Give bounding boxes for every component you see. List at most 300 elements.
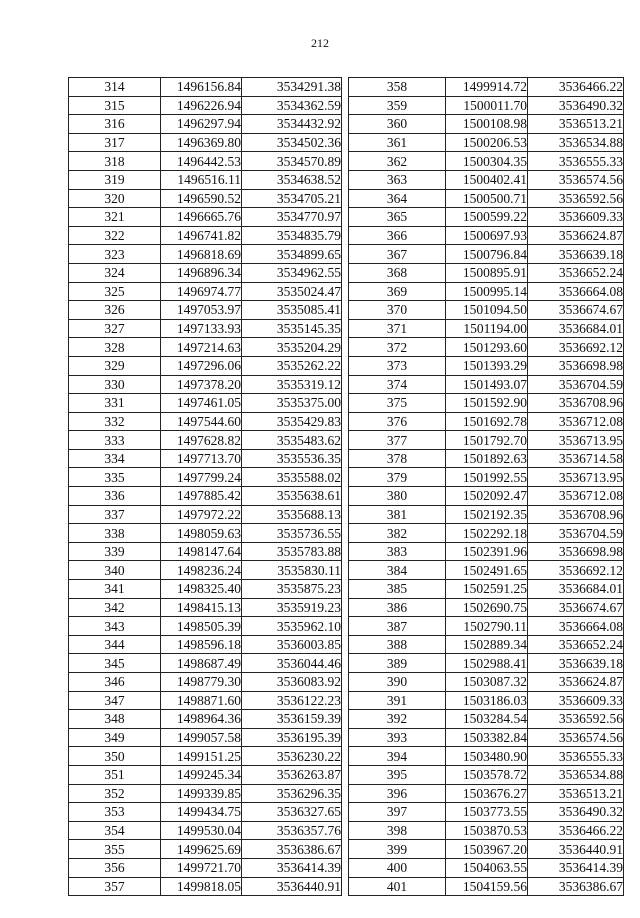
point-number-cell: 397: [349, 803, 446, 822]
table-row: [69, 412, 342, 431]
y-coordinate-cell: 3535962.10: [242, 617, 342, 636]
x-coordinate-cell: 1498964.36: [161, 710, 242, 729]
x-coordinate-cell: 1501493.07: [446, 375, 528, 394]
table-row: [349, 226, 624, 245]
table-row: [69, 338, 342, 357]
point-number-cell: 315: [69, 96, 161, 115]
y-coordinate-cell: 3536639.18: [528, 654, 624, 673]
point-number-cell: 353: [69, 803, 161, 822]
y-coordinate-cell: 3536083.92: [242, 673, 342, 692]
x-coordinate-cell: 1502591.25: [446, 580, 528, 599]
point-number-cell: 366: [349, 226, 446, 245]
x-coordinate-cell: 1502988.41: [446, 654, 528, 673]
y-coordinate-cell: 3536674.67: [528, 598, 624, 617]
y-coordinate-cell: 3534291.38: [242, 78, 342, 97]
point-number-cell: 336: [69, 487, 161, 506]
y-coordinate-cell: 3536490.32: [528, 803, 624, 822]
point-number-cell: 401: [349, 877, 446, 896]
table-row: [349, 115, 624, 134]
table-row: [349, 542, 624, 561]
y-coordinate-cell: 3536684.01: [528, 319, 624, 338]
point-number-cell: 338: [69, 524, 161, 543]
point-number-cell: 319: [69, 170, 161, 189]
point-number-cell: 324: [69, 263, 161, 282]
table-row: [69, 301, 342, 320]
y-coordinate-cell: 3536592.56: [528, 189, 624, 208]
x-coordinate-cell: 1497296.06: [161, 356, 242, 375]
x-coordinate-cell: 1500697.93: [446, 226, 528, 245]
x-coordinate-cell: 1497544.60: [161, 412, 242, 431]
point-number-cell: 361: [349, 133, 446, 152]
table-row: [69, 710, 342, 729]
x-coordinate-cell: 1496974.77: [161, 282, 242, 301]
y-coordinate-cell: 3535919.23: [242, 598, 342, 617]
table-row: [349, 487, 624, 506]
table-row: [349, 263, 624, 282]
y-coordinate-cell: 3536003.85: [242, 635, 342, 654]
x-coordinate-cell: 1504159.56: [446, 877, 528, 896]
x-coordinate-cell: 1498779.30: [161, 673, 242, 692]
x-coordinate-cell: 1501293.60: [446, 338, 528, 357]
x-coordinate-cell: 1498871.60: [161, 691, 242, 710]
point-number-cell: 363: [349, 170, 446, 189]
y-coordinate-cell: 3535736.55: [242, 524, 342, 543]
y-coordinate-cell: 3536714.58: [528, 449, 624, 468]
point-number-cell: 393: [349, 728, 446, 747]
x-coordinate-cell: 1499245.34: [161, 765, 242, 784]
table-row: [69, 96, 342, 115]
y-coordinate-cell: 3536652.24: [528, 635, 624, 654]
x-coordinate-cell: 1503578.72: [446, 765, 528, 784]
table-row: [69, 282, 342, 301]
point-number-cell: 314: [69, 78, 161, 97]
table-row: [69, 394, 342, 413]
x-coordinate-cell: 1496297.94: [161, 115, 242, 134]
table-row: [69, 208, 342, 227]
table-row: [349, 691, 624, 710]
point-number-cell: 330: [69, 375, 161, 394]
x-coordinate-cell: 1500402.41: [446, 170, 528, 189]
y-coordinate-cell: 3535783.88: [242, 542, 342, 561]
table-row: [69, 617, 342, 636]
x-coordinate-cell: 1502391.96: [446, 542, 528, 561]
y-coordinate-cell: 3536624.87: [528, 226, 624, 245]
x-coordinate-cell: 1496156.84: [161, 78, 242, 97]
point-number-cell: 384: [349, 561, 446, 580]
y-coordinate-cell: 3535085.41: [242, 301, 342, 320]
table-row: [349, 858, 624, 877]
table-row: [349, 524, 624, 543]
point-number-cell: 352: [69, 784, 161, 803]
table-row: [349, 635, 624, 654]
table-row: [349, 431, 624, 450]
y-coordinate-cell: 3535588.02: [242, 468, 342, 487]
y-coordinate-cell: 3536440.91: [242, 877, 342, 896]
point-number-cell: 346: [69, 673, 161, 692]
x-coordinate-cell: 1498059.63: [161, 524, 242, 543]
table-row: [349, 598, 624, 617]
y-coordinate-cell: 3536466.22: [528, 78, 624, 97]
table-row: [69, 561, 342, 580]
x-coordinate-cell: 1501692.78: [446, 412, 528, 431]
x-coordinate-cell: 1497461.05: [161, 394, 242, 413]
y-coordinate-cell: 3535204.29: [242, 338, 342, 357]
point-number-cell: 347: [69, 691, 161, 710]
x-coordinate-cell: 1503087.32: [446, 673, 528, 692]
x-coordinate-cell: 1499625.69: [161, 840, 242, 859]
x-coordinate-cell: 1499530.04: [161, 821, 242, 840]
table-row: [69, 152, 342, 171]
y-coordinate-cell: 3536609.33: [528, 691, 624, 710]
point-number-cell: 317: [69, 133, 161, 152]
x-coordinate-cell: 1498325.40: [161, 580, 242, 599]
x-coordinate-cell: 1501194.00: [446, 319, 528, 338]
table-row: [69, 356, 342, 375]
table-row: [69, 858, 342, 877]
table-row: [349, 728, 624, 747]
table-row: [349, 580, 624, 599]
point-number-cell: 348: [69, 710, 161, 729]
point-number-cell: 359: [349, 96, 446, 115]
point-number-cell: 371: [349, 319, 446, 338]
table-row: [349, 747, 624, 766]
point-number-cell: 355: [69, 840, 161, 859]
point-number-cell: 391: [349, 691, 446, 710]
y-coordinate-cell: 3536195.39: [242, 728, 342, 747]
x-coordinate-cell: 1502690.75: [446, 598, 528, 617]
y-coordinate-cell: 3536466.22: [528, 821, 624, 840]
point-number-cell: 325: [69, 282, 161, 301]
table-row: [349, 282, 624, 301]
x-coordinate-cell: 1496369.80: [161, 133, 242, 152]
y-coordinate-cell: 3536574.56: [528, 728, 624, 747]
table-row: [349, 189, 624, 208]
x-coordinate-cell: 1497628.82: [161, 431, 242, 450]
y-coordinate-cell: 3535145.35: [242, 319, 342, 338]
y-coordinate-cell: 3536712.08: [528, 487, 624, 506]
table-row: [349, 449, 624, 468]
y-coordinate-cell: 3536704.59: [528, 375, 624, 394]
table-row: [349, 301, 624, 320]
y-coordinate-cell: 3536712.08: [528, 412, 624, 431]
table-row: [69, 542, 342, 561]
point-number-cell: 349: [69, 728, 161, 747]
point-number-cell: 376: [349, 412, 446, 431]
point-number-cell: 388: [349, 635, 446, 654]
y-coordinate-cell: 3536513.21: [528, 115, 624, 134]
table-row: [69, 78, 342, 97]
point-number-cell: 323: [69, 245, 161, 264]
point-number-cell: 344: [69, 635, 161, 654]
x-coordinate-cell: 1502192.35: [446, 505, 528, 524]
y-coordinate-cell: 3536555.33: [528, 152, 624, 171]
x-coordinate-cell: 1503967.20: [446, 840, 528, 859]
table-row: [69, 673, 342, 692]
table-row: [69, 765, 342, 784]
x-coordinate-cell: 1499818.05: [161, 877, 242, 896]
table-row: [69, 598, 342, 617]
table-row: [69, 487, 342, 506]
x-coordinate-cell: 1501892.63: [446, 449, 528, 468]
y-coordinate-cell: 3535638.61: [242, 487, 342, 506]
y-coordinate-cell: 3535875.23: [242, 580, 342, 599]
x-coordinate-cell: 1500895.91: [446, 263, 528, 282]
table-row: [69, 821, 342, 840]
point-number-cell: 357: [69, 877, 161, 896]
point-number-cell: 400: [349, 858, 446, 877]
point-number-cell: 329: [69, 356, 161, 375]
point-number-cell: 383: [349, 542, 446, 561]
point-number-cell: 326: [69, 301, 161, 320]
y-coordinate-cell: 3534962.55: [242, 263, 342, 282]
table-row: [69, 431, 342, 450]
y-coordinate-cell: 3536698.98: [528, 542, 624, 561]
coordinate-table-left: [68, 77, 342, 896]
y-coordinate-cell: 3536624.87: [528, 673, 624, 692]
table-row: [349, 673, 624, 692]
point-number-cell: 351: [69, 765, 161, 784]
table-row: [69, 691, 342, 710]
y-coordinate-cell: 3536708.96: [528, 394, 624, 413]
point-number-cell: 392: [349, 710, 446, 729]
y-coordinate-cell: 3536513.21: [528, 784, 624, 803]
y-coordinate-cell: 3536652.24: [528, 263, 624, 282]
coordinate-table-right: [348, 77, 624, 896]
x-coordinate-cell: 1497053.97: [161, 301, 242, 320]
x-coordinate-cell: 1501992.55: [446, 468, 528, 487]
x-coordinate-cell: 1500500.71: [446, 189, 528, 208]
table-row: [69, 170, 342, 189]
table-row: [349, 803, 624, 822]
point-number-cell: 341: [69, 580, 161, 599]
y-coordinate-cell: 3536386.67: [242, 840, 342, 859]
x-coordinate-cell: 1497972.22: [161, 505, 242, 524]
y-coordinate-cell: 3534502.36: [242, 133, 342, 152]
table-row: [349, 877, 624, 896]
y-coordinate-cell: 3536609.33: [528, 208, 624, 227]
point-number-cell: 389: [349, 654, 446, 673]
table-row: [349, 412, 624, 431]
table-row: [69, 840, 342, 859]
table-row: [349, 617, 624, 636]
point-number-cell: 333: [69, 431, 161, 450]
y-coordinate-cell: 3536698.98: [528, 356, 624, 375]
y-coordinate-cell: 3536263.87: [242, 765, 342, 784]
x-coordinate-cell: 1496442.53: [161, 152, 242, 171]
x-coordinate-cell: 1503676.27: [446, 784, 528, 803]
x-coordinate-cell: 1501592.90: [446, 394, 528, 413]
point-number-cell: 331: [69, 394, 161, 413]
table-row: [349, 561, 624, 580]
y-coordinate-cell: 3534570.89: [242, 152, 342, 171]
point-number-cell: 368: [349, 263, 446, 282]
point-number-cell: 395: [349, 765, 446, 784]
point-number-cell: 390: [349, 673, 446, 692]
table-row: [69, 784, 342, 803]
x-coordinate-cell: 1498596.18: [161, 635, 242, 654]
y-coordinate-cell: 3536574.56: [528, 170, 624, 189]
table-row: [69, 468, 342, 487]
y-coordinate-cell: 3535319.12: [242, 375, 342, 394]
point-number-cell: 377: [349, 431, 446, 450]
point-number-cell: 343: [69, 617, 161, 636]
x-coordinate-cell: 1499721.70: [161, 858, 242, 877]
x-coordinate-cell: 1501393.29: [446, 356, 528, 375]
point-number-cell: 396: [349, 784, 446, 803]
x-coordinate-cell: 1497885.42: [161, 487, 242, 506]
x-coordinate-cell: 1499339.85: [161, 784, 242, 803]
y-coordinate-cell: 3536357.76: [242, 821, 342, 840]
point-number-cell: 380: [349, 487, 446, 506]
table-row: [69, 524, 342, 543]
y-coordinate-cell: 3534432.92: [242, 115, 342, 134]
x-coordinate-cell: 1500796.84: [446, 245, 528, 264]
point-number-cell: 345: [69, 654, 161, 673]
point-number-cell: 321: [69, 208, 161, 227]
x-coordinate-cell: 1500011.70: [446, 96, 528, 115]
x-coordinate-cell: 1498687.49: [161, 654, 242, 673]
table-row: [69, 319, 342, 338]
table-row: [349, 784, 624, 803]
point-number-cell: 320: [69, 189, 161, 208]
y-coordinate-cell: 3536414.39: [528, 858, 624, 877]
y-coordinate-cell: 3536122.23: [242, 691, 342, 710]
x-coordinate-cell: 1503284.54: [446, 710, 528, 729]
table-row: [349, 710, 624, 729]
y-coordinate-cell: 3536664.08: [528, 282, 624, 301]
table-row: [69, 747, 342, 766]
table-row: [69, 449, 342, 468]
table-row: [349, 133, 624, 152]
y-coordinate-cell: 3536704.59: [528, 524, 624, 543]
point-number-cell: 356: [69, 858, 161, 877]
x-coordinate-cell: 1499057.58: [161, 728, 242, 747]
table-row: [69, 728, 342, 747]
point-number-cell: 369: [349, 282, 446, 301]
x-coordinate-cell: 1496590.52: [161, 189, 242, 208]
y-coordinate-cell: 3535536.35: [242, 449, 342, 468]
point-number-cell: 398: [349, 821, 446, 840]
y-coordinate-cell: 3534705.21: [242, 189, 342, 208]
point-number-cell: 375: [349, 394, 446, 413]
y-coordinate-cell: 3534835.79: [242, 226, 342, 245]
x-coordinate-cell: 1503382.84: [446, 728, 528, 747]
x-coordinate-cell: 1502491.65: [446, 561, 528, 580]
y-coordinate-cell: 3534770.97: [242, 208, 342, 227]
y-coordinate-cell: 3536534.88: [528, 133, 624, 152]
y-coordinate-cell: 3536592.56: [528, 710, 624, 729]
table-row: [349, 152, 624, 171]
x-coordinate-cell: 1502092.47: [446, 487, 528, 506]
x-coordinate-cell: 1503870.53: [446, 821, 528, 840]
table-row: [349, 468, 624, 487]
point-number-cell: 379: [349, 468, 446, 487]
point-number-cell: 340: [69, 561, 161, 580]
y-coordinate-cell: 3535830.11: [242, 561, 342, 580]
table-row: [69, 505, 342, 524]
point-number-cell: 385: [349, 580, 446, 599]
table-row: [69, 245, 342, 264]
point-number-cell: 367: [349, 245, 446, 264]
x-coordinate-cell: 1503480.90: [446, 747, 528, 766]
point-number-cell: 372: [349, 338, 446, 357]
table-row: [349, 356, 624, 375]
y-coordinate-cell: 3536674.67: [528, 301, 624, 320]
x-coordinate-cell: 1497799.24: [161, 468, 242, 487]
point-number-cell: 316: [69, 115, 161, 134]
y-coordinate-cell: 3536684.01: [528, 580, 624, 599]
x-coordinate-cell: 1496741.82: [161, 226, 242, 245]
y-coordinate-cell: 3536327.65: [242, 803, 342, 822]
point-number-cell: 378: [349, 449, 446, 468]
table-row: [69, 263, 342, 282]
point-number-cell: 334: [69, 449, 161, 468]
y-coordinate-cell: 3534362.59: [242, 96, 342, 115]
y-coordinate-cell: 3536044.46: [242, 654, 342, 673]
x-coordinate-cell: 1497133.93: [161, 319, 242, 338]
x-coordinate-cell: 1499151.25: [161, 747, 242, 766]
table-row: [349, 840, 624, 859]
y-coordinate-cell: 3536159.39: [242, 710, 342, 729]
x-coordinate-cell: 1500995.14: [446, 282, 528, 301]
table-row: [69, 226, 342, 245]
point-number-cell: 386: [349, 598, 446, 617]
y-coordinate-cell: 3535024.47: [242, 282, 342, 301]
point-number-cell: 399: [349, 840, 446, 859]
point-number-cell: 365: [349, 208, 446, 227]
x-coordinate-cell: 1504063.55: [446, 858, 528, 877]
x-coordinate-cell: 1500206.53: [446, 133, 528, 152]
x-coordinate-cell: 1500304.35: [446, 152, 528, 171]
point-number-cell: 360: [349, 115, 446, 134]
y-coordinate-cell: 3535688.13: [242, 505, 342, 524]
point-number-cell: 373: [349, 356, 446, 375]
table-row: [69, 133, 342, 152]
point-number-cell: 381: [349, 505, 446, 524]
y-coordinate-cell: 3536692.12: [528, 338, 624, 357]
table-row: [349, 208, 624, 227]
point-number-cell: 337: [69, 505, 161, 524]
x-coordinate-cell: 1500599.22: [446, 208, 528, 227]
point-number-cell: 370: [349, 301, 446, 320]
table-row: [349, 338, 624, 357]
table-row: [69, 803, 342, 822]
point-number-cell: 358: [349, 78, 446, 97]
y-coordinate-cell: 3536534.88: [528, 765, 624, 784]
x-coordinate-cell: 1497713.70: [161, 449, 242, 468]
table-row: [349, 78, 624, 97]
table-row: [349, 375, 624, 394]
x-coordinate-cell: 1503186.03: [446, 691, 528, 710]
table-row: [349, 96, 624, 115]
x-coordinate-cell: 1497214.63: [161, 338, 242, 357]
point-number-cell: 332: [69, 412, 161, 431]
y-coordinate-cell: 3536664.08: [528, 617, 624, 636]
x-coordinate-cell: 1503773.55: [446, 803, 528, 822]
table-row: [349, 821, 624, 840]
table-row: [349, 394, 624, 413]
table-row: [69, 635, 342, 654]
table-row: [69, 115, 342, 134]
x-coordinate-cell: 1496896.34: [161, 263, 242, 282]
table-row: [349, 319, 624, 338]
y-coordinate-cell: 3536708.96: [528, 505, 624, 524]
table-row: [349, 245, 624, 264]
point-number-cell: 374: [349, 375, 446, 394]
x-coordinate-cell: 1497378.20: [161, 375, 242, 394]
y-coordinate-cell: 3534638.52: [242, 170, 342, 189]
point-number-cell: 339: [69, 542, 161, 561]
